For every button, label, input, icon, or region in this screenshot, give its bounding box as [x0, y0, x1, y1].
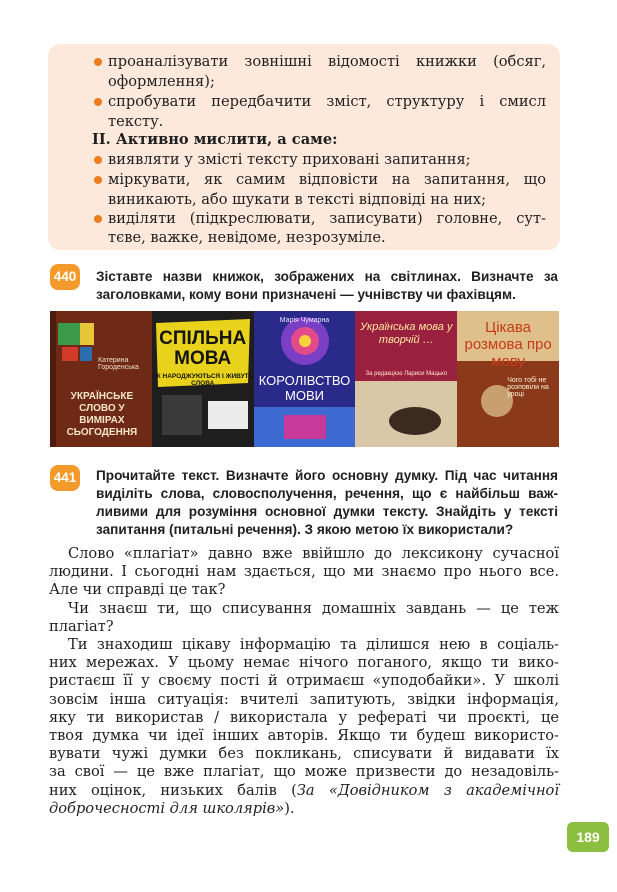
book-subtitle: За редакцією Лариси Мацько	[365, 371, 448, 377]
book-title: СПІЛЬНА МОВА	[159, 328, 247, 369]
task-line: запитання (питальні речення). З якою метою їх використали?	[96, 522, 514, 537]
book-title: Українська мова у творчій …	[360, 321, 453, 346]
section-heading: II. Активно мислити, а саме:	[92, 131, 338, 148]
book-cover	[254, 311, 356, 447]
book-title: Цікава розмова про мову	[464, 319, 552, 370]
bullet-text: тексту.	[108, 113, 164, 130]
text-line: вувати чужі думки без покликань, списувати й видавати їх	[49, 745, 559, 763]
text-line: яку ти використав / використала у рефераті чи проєкті, це	[49, 708, 559, 726]
bullet-text: міркувати, як самим відповісти на запитання, що	[108, 171, 546, 188]
bullet-icon	[94, 215, 102, 223]
book-author: Катерина Городенська	[98, 357, 139, 371]
bullet-icon	[94, 156, 102, 164]
task-line: Зіставте назви книжок, зображених на світлинах. Визначте за	[96, 269, 558, 284]
book-title: УКРАЇНСЬКЕ СЛОВО У ВИМІРАХ СЬОГОДЕННЯ	[66, 391, 138, 438]
bullet-text: виявляти у змісті тексту приховані запитання;	[108, 151, 471, 168]
book-author: Марія Чумарна	[279, 317, 330, 324]
bullet-text: тєве, важке, невідоме, незрозуміле.	[108, 229, 386, 246]
text-line: за свої — це вже плагіат, що може призвести до незадовіль-	[49, 763, 559, 781]
task-line: ливими для розуміння основної думки тексту. Знайдіть у тексті	[96, 504, 558, 519]
text-line: зовсім інша ситуація: вчителі запитують, звідки інформація,	[49, 690, 559, 708]
bullet-text: оформлення);	[108, 73, 215, 90]
text-line: твоя думка чи ідеї інших авторів. Якщо ти будеш використо-	[49, 727, 559, 745]
text-line: Слово «плагіат» давно вже ввійшло до лексикону сучасної	[68, 545, 559, 562]
text-line	[49, 782, 559, 800]
bullet-text: виділяти (підкреслювати, записувати) головне, сут-	[108, 210, 546, 227]
reading-text	[49, 545, 559, 818]
task-line: виділіть слова, словосполучення, речення, що є найбільш важ-	[96, 486, 558, 501]
book-covers-photo	[50, 311, 559, 447]
book-cover	[50, 311, 152, 447]
bullet-text: спробувати передбачити зміст, структуру і смисл	[108, 93, 546, 110]
task-line: Прочитайте текст. Визначте його основну думку. Під час читання	[96, 468, 558, 483]
text-line	[49, 800, 559, 818]
source-citation: За «Довідником з академічної	[296, 781, 560, 799]
bullet-icon	[94, 176, 102, 184]
text-line: Але чи справді це так?	[49, 581, 226, 599]
book-subtitle: ЯК НАРОДЖУЮТЬСЯ І ЖИВУТЬ СЛОВА	[152, 373, 254, 387]
task-number-badge: 441	[50, 465, 80, 491]
bullet-text: проаналізувати зовнішні відомості книжки (обсяг,	[108, 53, 546, 70]
text-line: ристаєш її у своєму пості й отримаєш «уподобайки». У школі	[49, 672, 559, 690]
task-441-text	[96, 467, 558, 539]
source-citation: доброчесності для школярів»	[49, 799, 285, 817]
text-line: Чи знаєш ти, що списування домашніх завдань — це теж	[68, 599, 559, 617]
book-cover	[457, 311, 559, 447]
book-cover	[355, 311, 457, 447]
text-line: людини. І сьогодні нам здається, що ми знаємо про нього все.	[49, 563, 559, 581]
text-line: плагіат?	[49, 617, 114, 635]
bullet-icon	[94, 98, 102, 106]
task-number-badge: 440	[50, 264, 80, 290]
book-title: КОРОЛІВСТВО МОВИ	[258, 373, 351, 403]
bullet-text: виникають, або шукати в тексті відповіді на них;	[108, 191, 487, 208]
book-subtitle: Чого тобі не розповіли на уроці	[507, 377, 549, 398]
task-440-text	[96, 268, 558, 304]
text-segment: ).	[284, 799, 295, 817]
text-line: них мережах. У цьому немає нічого поганого, якщо ти вико-	[49, 654, 559, 672]
book-cover	[152, 311, 254, 447]
task-line: заголовками, кому вони призначені — учнівству чи фахівцям.	[96, 287, 516, 302]
text-segment: них оцінок, низьких балів (	[49, 781, 297, 799]
bullet-icon	[94, 58, 102, 66]
text-line: Ти знаходиш цікаву інформацію та ділишся нею в соціаль-	[68, 636, 559, 654]
page-number: 189	[567, 822, 609, 852]
